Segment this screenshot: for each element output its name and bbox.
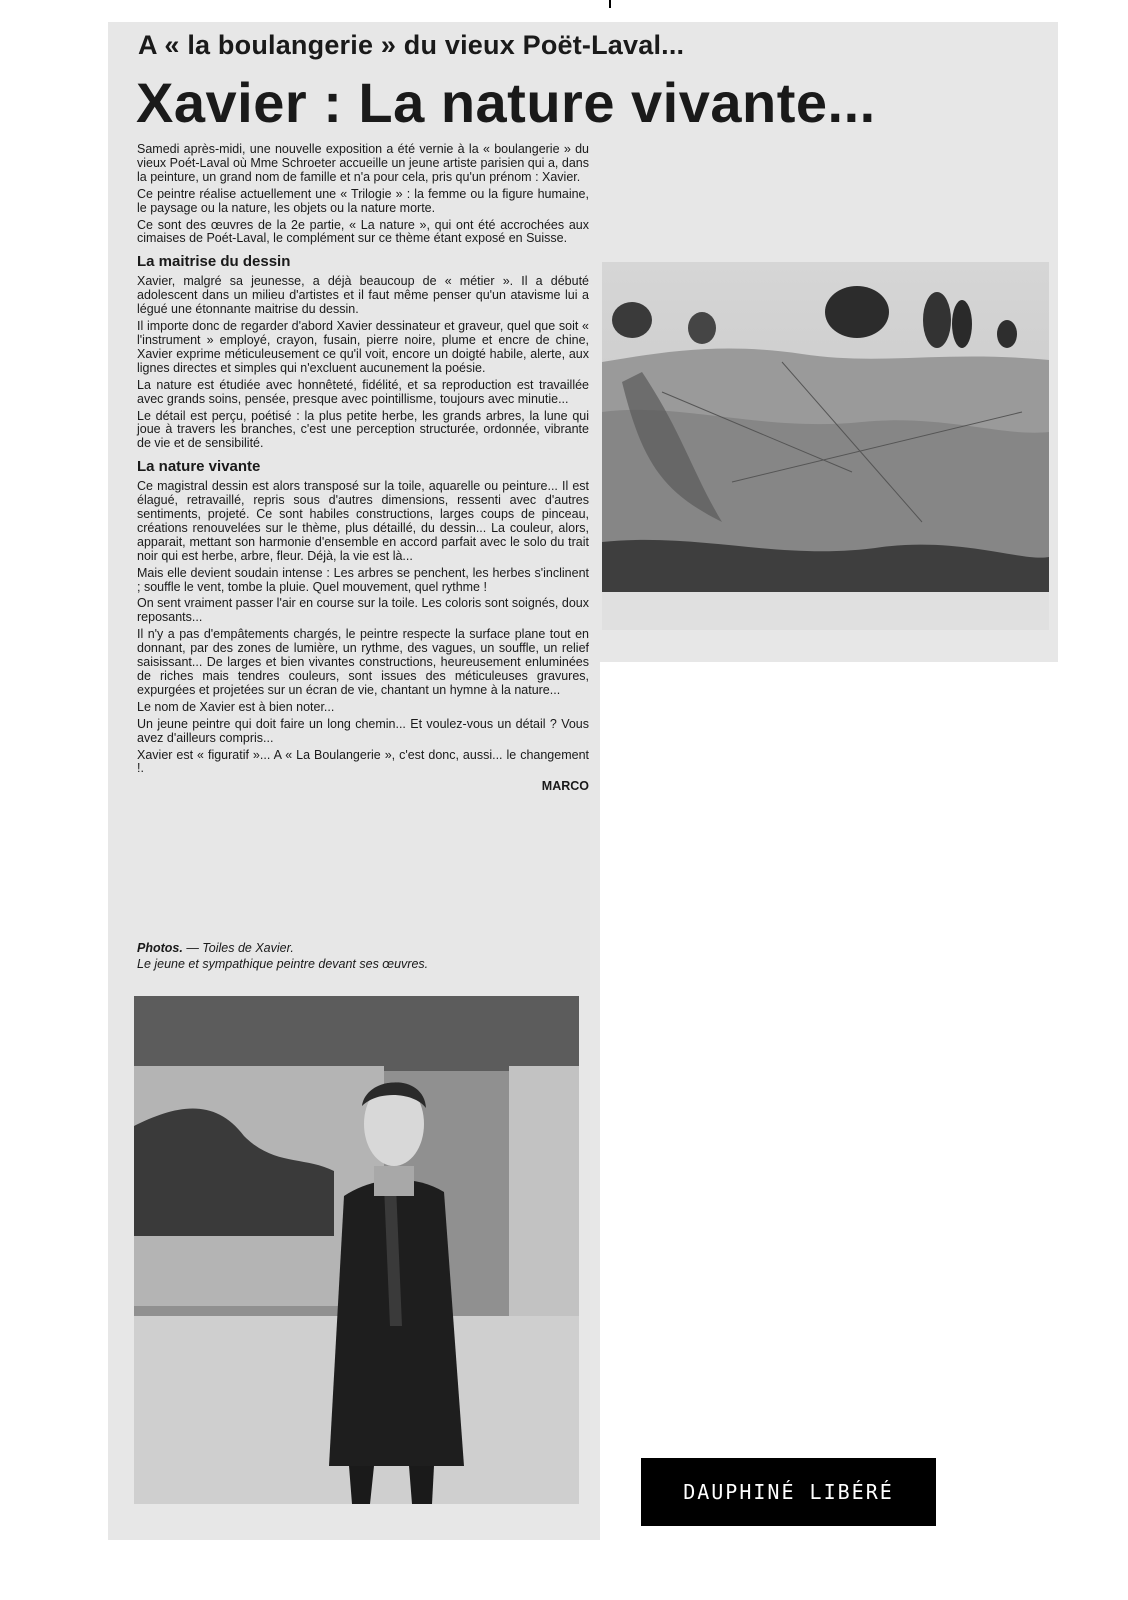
- body-paragraph: On sent vraiment passer l'air en course sur la toile. Les coloris sont soignés, doux reposants...: [137, 596, 589, 625]
- masthead-text: DAUPHINÉ LIBÉRÉ: [683, 1480, 894, 1504]
- article-kicker: A « la boulangerie » du vieux Poët-Laval...: [138, 30, 685, 60]
- body-paragraph: Xavier est « figuratif »... A « La Boulangerie », c'est donc, aussi... le changement !.: [137, 747, 589, 776]
- caption-line: Le jeune et sympathique peintre devant ses œuvres.: [137, 957, 429, 971]
- body-paragraph: Mais elle devient soudain intense : Les arbres se penchent, les herbes s'inclinent ; souffle le vent, tombe la pluie. Quel mouvement, quel rythme !: [137, 565, 589, 594]
- intro-paragraph: Ce peintre réalise actuellement une « Trilogie » : la femme ou la figure humaine, le paysage ou la nature, les objets ou la nature morte.: [137, 186, 589, 215]
- author-signature: MARCO: [541, 779, 589, 794]
- body-paragraph: Le nom de Xavier est à bien noter...: [137, 699, 335, 714]
- photo-caption: [137, 940, 597, 972]
- body-paragraph: Un jeune peintre qui doit faire un long chemin... Et voulez-vous un détail ? Vous avez d'ailleurs compris...: [137, 716, 589, 745]
- body-paragraph: Le détail est perçu, poétisé : la plus petite herbe, les grands arbres, la lune qui joue à travers les branches, c'est une perception structurée, ordonnée, vibrante de vie et de sensibilité.: [137, 408, 589, 451]
- body-paragraph: Ce magistral dessin est alors transposé sur la toile, aquarelle ou peinture... Il est élagué, retravaillé, repris sous d'autres dimensions, ressenti avec d'autres sentiments, projeté. Ce sont habiles constructions, larges coups de pinceau, créations renouvelées sur le thème, plus détaillé, du dessin... La couleur, alors, apparait, mettant son harmonie d'ensemble en accord parfait avec le solo du trait noir qui est herbe, arbre, fleur. Déjà, la vie est là...: [137, 479, 589, 563]
- artist-photo: [134, 996, 579, 1504]
- section-heading: La maitrise du dessin: [137, 253, 291, 271]
- article-headline: Xavier : La nature vivante...: [136, 71, 876, 134]
- caption-label: Photos.: [137, 941, 183, 955]
- painting-photo: [602, 262, 1049, 630]
- intro-paragraph: Ce sont des œuvres de la 2e partie, « La nature », qui ont été accrochées aux cimaises de Poét-Laval, le complément sur ce thème étant exposé en Suisse.: [137, 217, 589, 246]
- intro-paragraph: Samedi après-midi, une nouvelle exposition a été vernie à la « boulangerie » du vieux Poét-Laval où Mme Schroeter accueille un jeune artiste parisien qui a, dans la peinture, un grand nom de famille et n'a pour cela, pris qu'un prénom : Xavier.: [137, 142, 589, 184]
- body-paragraph: Il importe donc de regarder d'abord Xavier dessinateur et graveur, quel que soit « l'instrument » employé, crayon, fusain, pierre noire, plume et encre de chine, Xavier exprime méticuleusement ce qu'il voit, encore un doigté habile, alerte, aux lignes directes et simples qui n'excluent aucunement la poésie.: [137, 319, 589, 375]
- body-paragraph: La nature est étudiée avec honnêteté, fidélité, et sa reproduction est travaillée avec grands soins, pensée, presque avec pointillisme, toujours avec minutie...: [137, 377, 589, 406]
- section-heading: La nature vivante: [137, 458, 261, 476]
- body-paragraph: Xavier, malgré sa jeunesse, a déjà beaucoup de « métier ». Il a débuté adolescent dans un milieu d'artistes et il faut même penser qu'un atavisme lui a légué une étonnante maitrise du dessin.: [137, 274, 589, 317]
- newspaper-masthead: [641, 1458, 936, 1526]
- body-paragraph: Il n'y a pas d'empâtements chargés, le peintre respecte la surface plane tout en donnant, par des zones de lumière, un rythme, des vagues, un souffle, un relief saisissant... De larges et bien vivantes constructions, heureusement enluminées de riches mais tendres couleurs, sont issues des méticuleuses gravures, expurgées et projetées sur un écran de vie, chantant un hymne à la nature...: [137, 627, 589, 697]
- article-body: [137, 143, 589, 797]
- margin-mark: [609, 0, 611, 8]
- caption-line: — Toiles de Xavier.: [186, 941, 294, 955]
